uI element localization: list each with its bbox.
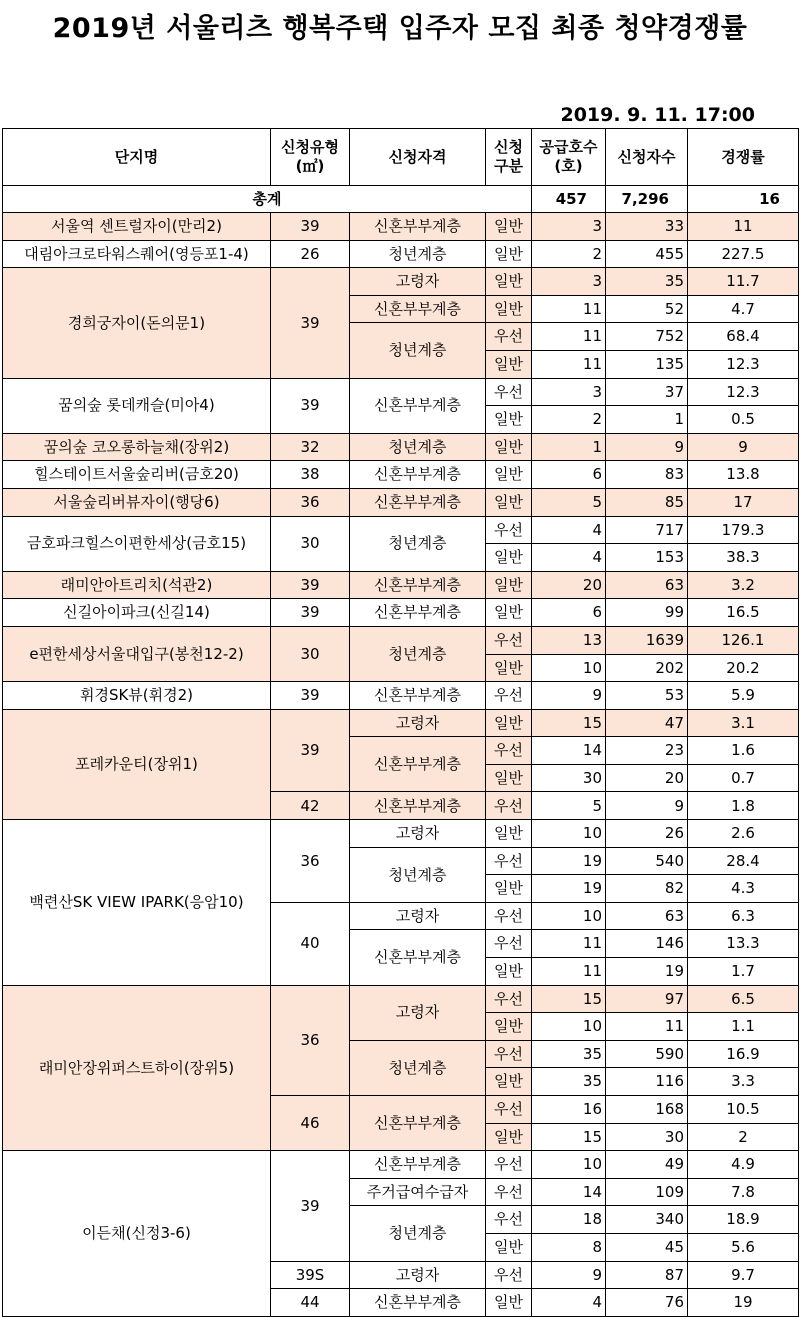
applicant-count: 53 [606,682,688,710]
competition-rate: 11 [688,213,799,241]
competition-rate: 2 [688,1123,799,1151]
qualification: 신혼부부계층 [350,737,486,792]
table-row [3,516,799,544]
supply-count: 11 [532,323,606,351]
type-area: 39 [271,268,350,378]
supply-count: 4 [532,544,606,572]
supply-count: 15 [532,985,606,1013]
qualification: 고령자 [350,268,486,296]
type-area: 26 [271,240,350,268]
supply-count: 30 [532,764,606,792]
competition-rate: 16.5 [688,599,799,627]
supply-count: 13 [532,626,606,654]
applicant-count: 85 [606,488,688,516]
division: 우선 [486,1040,532,1068]
qualification: 신혼부부계층 [350,571,486,599]
competition-rate: 1.6 [688,737,799,765]
qualification: 고령자 [350,985,486,1040]
qualification: 청년계층 [350,516,486,571]
competition-rate: 2.6 [688,820,799,848]
division: 우선 [486,1151,532,1179]
applicant-count: 153 [606,544,688,572]
competition-rate: 0.5 [688,406,799,434]
complex-name: 꿈의숲 코오롱하늘채(장위2) [3,433,271,461]
supply-count: 3 [532,378,606,406]
supply-count: 2 [532,240,606,268]
applicant-count: 9 [606,792,688,820]
applicant-count: 19 [606,958,688,986]
applicant-count: 45 [606,1233,688,1261]
type-area: 39 [271,682,350,710]
division: 일반 [486,461,532,489]
supply-count: 8 [532,1233,606,1261]
competition-rate: 13.3 [688,930,799,958]
table-row [3,213,799,241]
applicant-count: 540 [606,847,688,875]
supply-count: 9 [532,682,606,710]
supply-count: 14 [532,1178,606,1206]
competition-rate: 227.5 [688,240,799,268]
table-row [3,985,799,1013]
table-row [3,433,799,461]
complex-name: 경희궁자이(돈의문1) [3,268,271,378]
type-area: 30 [271,626,350,681]
competition-rate: 7.8 [688,1178,799,1206]
supply-count: 11 [532,958,606,986]
division: 일반 [486,544,532,572]
qualification: 신혼부부계층 [350,461,486,489]
competition-rate: 17 [688,488,799,516]
supply-count: 19 [532,847,606,875]
competition-rate: 1.1 [688,1013,799,1041]
page-title: 2019년 서울리츠 행복주택 입주자 모집 최종 청약경쟁률 [52,13,748,44]
division: 일반 [486,709,532,737]
timestamp: 2019. 9. 11. 17:00 [560,104,755,126]
applicant-count: 82 [606,875,688,903]
division: 우선 [486,626,532,654]
division: 일반 [486,213,532,241]
competition-rate: 11.7 [688,268,799,296]
qualification: 주거급여수급자 [350,1178,486,1206]
type-area: 39 [271,571,350,599]
complex-name: 대림아크로타워스퀘어(영등포1-4) [3,240,271,268]
division: 우선 [486,378,532,406]
applicant-count: 1 [606,406,688,434]
header-rate: 경쟁률 [688,129,799,186]
type-area: 39S [271,1261,350,1289]
type-area: 39 [271,709,350,792]
division: 일반 [486,764,532,792]
complex-name: 래미안장위퍼스트하이(장위5) [3,985,271,1151]
applicant-count: 168 [606,1096,688,1124]
complex-name: 서울역 센트럴자이(만리2) [3,213,271,241]
supply-count: 5 [532,792,606,820]
supply-count: 10 [532,1151,606,1179]
type-area: 39 [271,1151,350,1261]
applicant-count: 109 [606,1178,688,1206]
applicant-count: 752 [606,323,688,351]
table-row [3,1151,799,1179]
competition-rate: 4.7 [688,295,799,323]
division: 일반 [486,406,532,434]
competition-rate: 6.5 [688,985,799,1013]
division: 우선 [486,1096,532,1124]
competition-table [2,128,799,1317]
division: 일반 [486,240,532,268]
division: 일반 [486,268,532,296]
qualification: 고령자 [350,1261,486,1289]
type-area: 46 [271,1096,350,1151]
applicant-count: 116 [606,1068,688,1096]
competition-rate: 16.9 [688,1040,799,1068]
supply-count: 6 [532,461,606,489]
division: 일반 [486,1068,532,1096]
competition-rate: 179.3 [688,516,799,544]
total-supply: 457 [532,186,606,213]
qualification: 고령자 [350,902,486,930]
competition-rate: 68.4 [688,323,799,351]
complex-name: 신길아이파크(신길14) [3,599,271,627]
applicant-count: 202 [606,654,688,682]
table-row [3,571,799,599]
supply-count: 14 [532,737,606,765]
qualification: 고령자 [350,820,486,848]
division: 우선 [486,902,532,930]
competition-rate: 5.6 [688,1233,799,1261]
supply-count: 19 [532,875,606,903]
supply-count: 35 [532,1040,606,1068]
header-division [486,129,532,186]
complex-name: 휘경SK뷰(휘경2) [3,682,271,710]
complex-name: 이든채(신정3-6) [3,1151,271,1317]
applicant-count: 30 [606,1123,688,1151]
supply-count: 15 [532,1123,606,1151]
competition-rate: 6.3 [688,902,799,930]
supply-count: 15 [532,709,606,737]
header-supply-line1: 공급호수 [539,138,598,157]
complex-name: 포레카운티(장위1) [3,709,271,819]
applicant-count: 83 [606,461,688,489]
qualification: 청년계층 [350,847,486,902]
qualification: 신혼부부계층 [350,1289,486,1317]
qualification: 신혼부부계층 [350,1096,486,1151]
division: 일반 [486,350,532,378]
supply-count: 10 [532,820,606,848]
competition-rate: 3.2 [688,571,799,599]
type-area: 30 [271,516,350,571]
supply-count: 2 [532,406,606,434]
qualification: 신혼부부계층 [350,682,486,710]
supply-count: 10 [532,654,606,682]
applicant-count: 146 [606,930,688,958]
division: 우선 [486,847,532,875]
applicant-count: 11 [606,1013,688,1041]
competition-rate: 18.9 [688,1206,799,1234]
competition-rate: 20.2 [688,654,799,682]
applicant-count: 455 [606,240,688,268]
header-supply [532,129,606,186]
supply-count: 16 [532,1096,606,1124]
applicant-count: 52 [606,295,688,323]
table-row [3,488,799,516]
division: 일반 [486,1123,532,1151]
supply-count: 9 [532,1261,606,1289]
type-area: 42 [271,792,350,820]
supply-count: 6 [532,599,606,627]
applicant-count: 87 [606,1261,688,1289]
complex-name: 백련산SK VIEW IPARK(응암10) [3,820,271,986]
division: 일반 [486,1289,532,1317]
applicant-count: 35 [606,268,688,296]
division: 우선 [486,1206,532,1234]
qualification: 고령자 [350,709,486,737]
division: 일반 [486,433,532,461]
table-row [3,682,799,710]
competition-rate: 38.3 [688,544,799,572]
applicant-count: 47 [606,709,688,737]
table-row [3,820,799,848]
header-division-line1: 신청 [494,138,523,157]
table-row [3,240,799,268]
competition-rate: 4.3 [688,875,799,903]
supply-count: 35 [532,1068,606,1096]
header-type [271,129,350,186]
header-supply-line2: (호) [554,157,583,175]
division: 일반 [486,1233,532,1261]
supply-count: 18 [532,1206,606,1234]
complex-name: 래미안아트리치(석관2) [3,571,271,599]
supply-count: 10 [532,1013,606,1041]
header-type-unit: (㎡) [295,157,325,175]
competition-rate: 10.5 [688,1096,799,1124]
supply-count: 3 [532,268,606,296]
qualification: 신혼부부계층 [350,930,486,985]
competition-rate: 13.8 [688,461,799,489]
competition-rate: 12.3 [688,378,799,406]
qualification: 청년계층 [350,1040,486,1095]
division: 일반 [486,820,532,848]
complex-name: 금호파크힐스이편한세상(금호15) [3,516,271,571]
competition-rate: 0.7 [688,764,799,792]
type-area: 39 [271,213,350,241]
competition-rate: 126.1 [688,626,799,654]
division: 우선 [486,516,532,544]
qualification: 신혼부부계층 [350,792,486,820]
type-area: 32 [271,433,350,461]
applicant-count: 33 [606,213,688,241]
complex-name: 서울숲리버뷰자이(행당6) [3,488,271,516]
qualification: 청년계층 [350,626,486,681]
type-area: 44 [271,1289,350,1317]
supply-count: 11 [532,930,606,958]
type-area: 38 [271,461,350,489]
division: 일반 [486,295,532,323]
header-row [3,129,799,186]
division: 우선 [486,930,532,958]
qualification: 신혼부부계층 [350,213,486,241]
competition-rate: 1.8 [688,792,799,820]
supply-count: 4 [532,1289,606,1317]
competition-rate: 1.7 [688,958,799,986]
total-label: 총계 [3,186,532,213]
competition-rate: 3.3 [688,1068,799,1096]
qualification: 청년계층 [350,323,486,378]
applicant-count: 63 [606,902,688,930]
competition-rate: 3.1 [688,709,799,737]
applicant-count: 9 [606,433,688,461]
division: 우선 [486,1178,532,1206]
type-area: 40 [271,902,350,985]
competition-rate: 19 [688,1289,799,1317]
competition-rate: 5.9 [688,682,799,710]
total-rate: 16 [688,186,799,213]
supply-count: 20 [532,571,606,599]
applicant-count: 63 [606,571,688,599]
qualification: 신혼부부계층 [350,488,486,516]
division: 일반 [486,958,532,986]
type-area: 36 [271,985,350,1095]
applicant-count: 340 [606,1206,688,1234]
division: 일반 [486,1013,532,1041]
applicant-count: 717 [606,516,688,544]
supply-count: 11 [532,350,606,378]
applicant-count: 590 [606,1040,688,1068]
table-row [3,461,799,489]
applicant-count: 23 [606,737,688,765]
header-type-label: 신청유형 [281,138,339,157]
competition-rate: 28.4 [688,847,799,875]
header-qualification: 신청자격 [350,129,486,186]
total-row [3,186,799,213]
total-applicants: 7,296 [606,186,688,213]
division: 우선 [486,682,532,710]
qualification: 청년계층 [350,1206,486,1261]
complex-name: 힐스테이트서울숲리버(금호20) [3,461,271,489]
division: 우선 [486,323,532,351]
supply-count: 10 [532,902,606,930]
qualification: 청년계층 [350,433,486,461]
table-row [3,378,799,406]
applicant-count: 20 [606,764,688,792]
division: 일반 [486,875,532,903]
applicant-count: 1639 [606,626,688,654]
applicant-count: 37 [606,378,688,406]
header-division-line2: 구분 [494,157,523,175]
table-row [3,268,799,296]
supply-count: 1 [532,433,606,461]
qualification: 신혼부부계층 [350,1151,486,1179]
competition-rate: 12.3 [688,350,799,378]
competition-rate: 9.7 [688,1261,799,1289]
applicant-count: 99 [606,599,688,627]
division: 일반 [486,571,532,599]
division: 일반 [486,654,532,682]
qualification: 신혼부부계층 [350,599,486,627]
qualification: 신혼부부계층 [350,378,486,433]
division: 우선 [486,1261,532,1289]
division: 일반 [486,488,532,516]
supply-count: 3 [532,213,606,241]
applicant-count: 97 [606,985,688,1013]
division: 일반 [486,599,532,627]
table-row [3,599,799,627]
division: 우선 [486,792,532,820]
complex-name: 꿈의숲 롯데캐슬(미아4) [3,378,271,433]
type-area: 39 [271,599,350,627]
supply-count: 5 [532,488,606,516]
supply-count: 4 [532,516,606,544]
competition-rate: 4.9 [688,1151,799,1179]
applicant-count: 76 [606,1289,688,1317]
type-area: 39 [271,378,350,433]
complex-name: e편한세상서울대입구(봉천12-2) [3,626,271,681]
type-area: 36 [271,488,350,516]
header-complex: 단지명 [3,129,271,186]
applicant-count: 26 [606,820,688,848]
table-row [3,626,799,654]
competition-rate: 9 [688,433,799,461]
type-area: 36 [271,820,350,903]
supply-count: 11 [532,295,606,323]
division: 우선 [486,737,532,765]
division: 우선 [486,985,532,1013]
qualification: 청년계층 [350,240,486,268]
applicant-count: 49 [606,1151,688,1179]
applicant-count: 135 [606,350,688,378]
qualification: 신혼부부계층 [350,295,486,323]
table-row [3,709,799,737]
header-applicants: 신청자수 [606,129,688,186]
